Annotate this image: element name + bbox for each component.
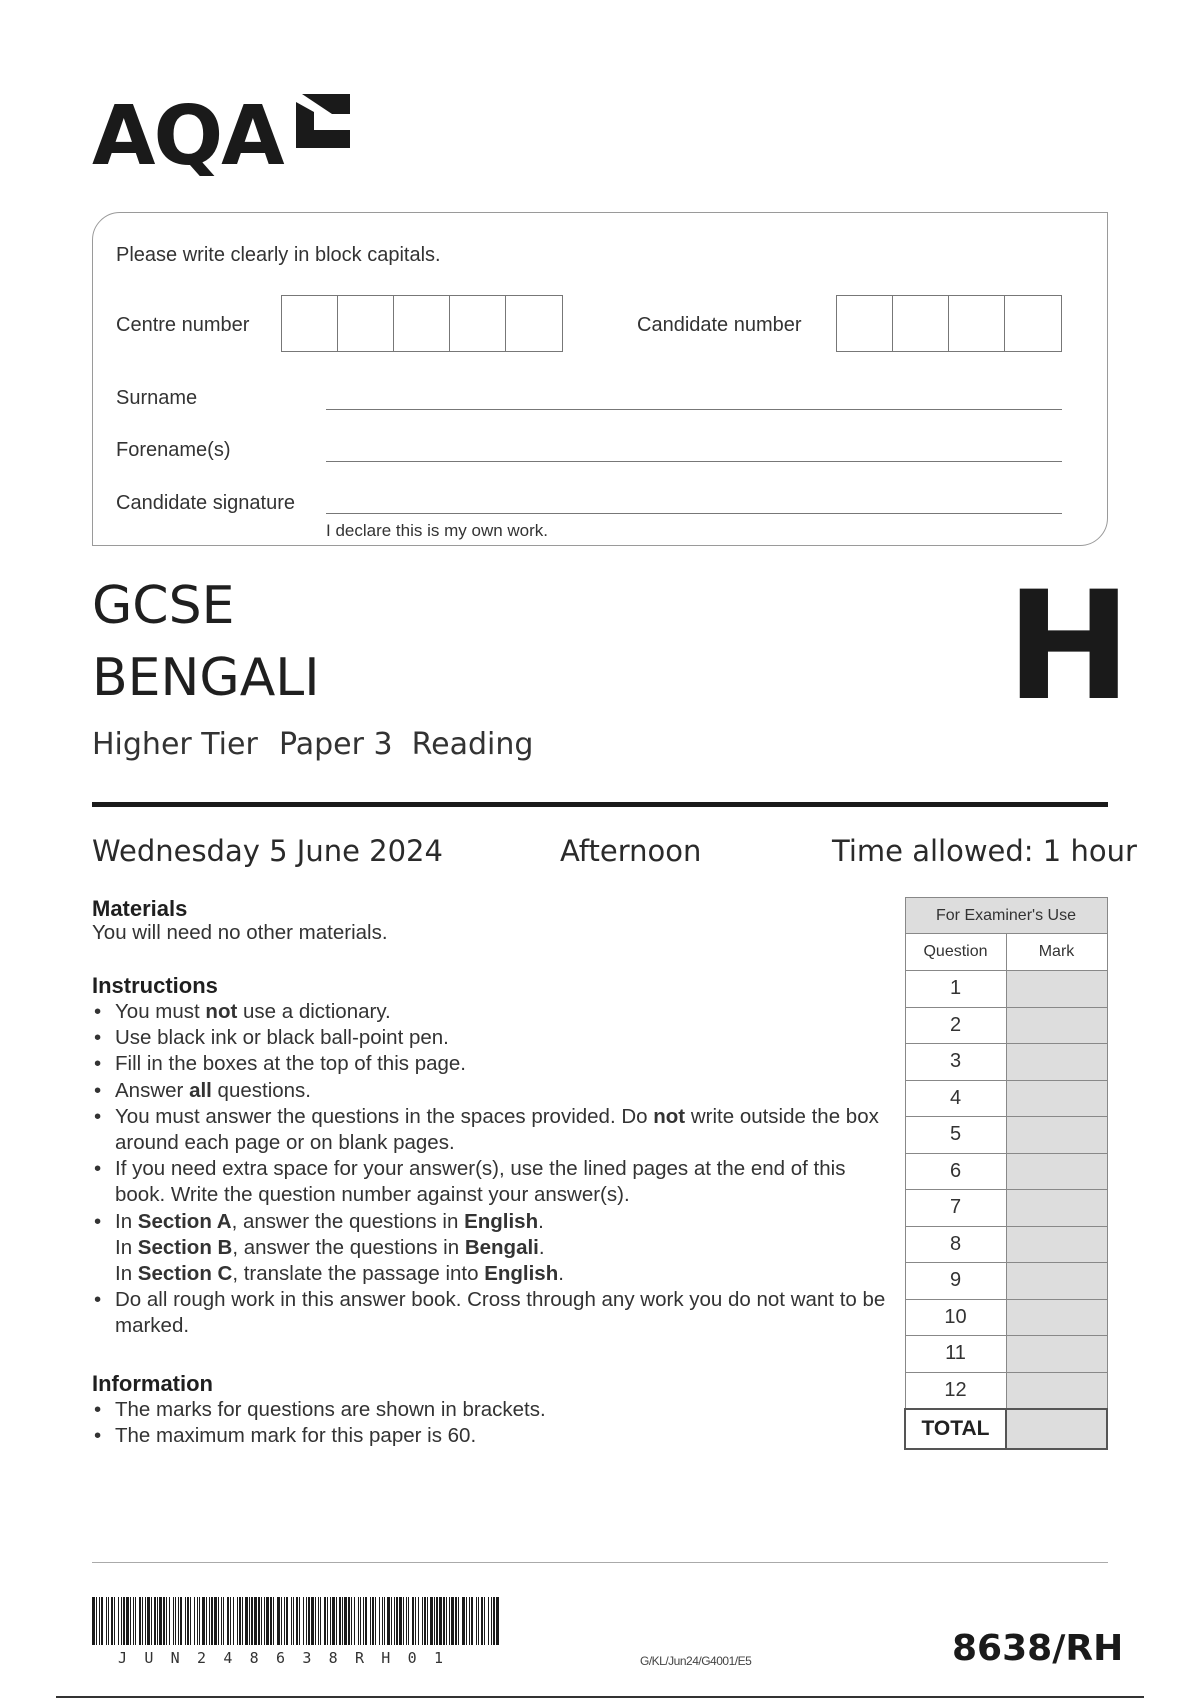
forenames-line[interactable]: [326, 461, 1062, 462]
instruction-emphasis: Section B: [137, 1235, 233, 1259]
instruction-emphasis: not: [653, 1104, 686, 1128]
aqa-logo: [92, 89, 352, 184]
instruction-text: Use black ink or black ball-point pen.: [115, 1026, 449, 1050]
instruction-item: • Answer all questions.: [94, 1078, 312, 1102]
instruction-text: Answer: [115, 1078, 190, 1102]
mark-cell: [1006, 1117, 1107, 1154]
examiner-row: [905, 1336, 1107, 1373]
instruction-emphasis: Section C: [137, 1262, 233, 1286]
instruction-text: In: [115, 1235, 138, 1259]
total-mark-cell: [1006, 1409, 1107, 1449]
question-number: 4: [905, 1080, 1006, 1117]
centre-number-box[interactable]: [282, 296, 338, 351]
instruction-emphasis: not: [205, 1000, 238, 1023]
centre-number-box[interactable]: [506, 296, 562, 351]
instruction-text: , translate the passage into: [232, 1262, 485, 1286]
instruction-text: .: [538, 1209, 544, 1233]
centre-number-box[interactable]: [394, 296, 450, 351]
mark-cell: [1006, 1080, 1107, 1117]
instruction-text: You must: [115, 1000, 206, 1023]
instruction-emphasis: English: [464, 1209, 539, 1233]
instructions-heading: Instructions: [92, 973, 218, 998]
subject-title: BENGALI: [92, 648, 320, 708]
instructions-list: [92, 999, 892, 1340]
instruction-item: • Fill in the boxes at the top of this page.: [94, 1052, 466, 1076]
instruction-text: You must answer the questions in the spaces provided. Do: [115, 1104, 654, 1128]
examiner-row: [905, 1263, 1107, 1300]
instruction-item: • Use black ink or black ball-point pen.: [94, 1026, 449, 1050]
document-reference: G/KL/Jun24/G4001/E5: [640, 1654, 752, 1668]
examiner-row: [905, 1007, 1107, 1044]
instruction-item: • In Section A, answer the questions in English. In Section B, answer the questions in Bengali. In Section C, translate the passage into English.: [94, 1209, 564, 1286]
materials-text: You will need no other materials.: [92, 921, 388, 944]
question-number: 11: [905, 1336, 1006, 1373]
exam-date: Wednesday 5 June 2024: [92, 834, 443, 868]
centre-number-box[interactable]: [338, 296, 394, 351]
question-number: 1: [905, 971, 1006, 1008]
forenames-label: Forename(s): [116, 439, 231, 461]
centre-number-label: Centre number: [116, 314, 250, 336]
tier-name: Higher Tier: [92, 727, 258, 762]
candidate-number-box[interactable]: [893, 296, 949, 351]
instruction-text: .: [558, 1262, 564, 1286]
instruction-item: • You must answer the questions in the spaces provided. Do not write outside the box around each page or on blank pages.: [94, 1104, 879, 1155]
examiners-use-table: [904, 897, 1108, 1450]
candidate-number-label: Candidate number: [637, 314, 802, 336]
instruction-text: use a dictionary.: [237, 1000, 391, 1023]
instruction-text: If you need extra space for your answer(s), use the lined pages at the end of this book. Write the question number against your answer(s).: [115, 1157, 846, 1207]
question-number: 7: [905, 1190, 1006, 1227]
mark-cell: [1006, 1299, 1107, 1336]
candidate-number-box[interactable]: [949, 296, 1005, 351]
instruction-text: write outside the box around each page or on blank pages.: [115, 1104, 879, 1155]
candidate-number-box[interactable]: [837, 296, 893, 351]
instruction-text: .: [538, 1235, 545, 1259]
examiner-row: [905, 1080, 1107, 1117]
mark-cell: [1006, 971, 1107, 1008]
paper-code: 8638/RH: [952, 1628, 1124, 1669]
instruction-text: questions.: [211, 1078, 312, 1102]
instruction-emphasis: Bengali: [464, 1235, 539, 1259]
signature-line[interactable]: [326, 513, 1062, 514]
block-capitals-instruction: Please write clearly in block capitals.: [116, 244, 441, 266]
information-heading: Information: [92, 1371, 213, 1396]
question-column-header: Question: [905, 934, 1006, 971]
barcode-bar: [499, 1597, 500, 1645]
page-bottom-rule: [56, 1696, 1144, 1698]
instruction-text: , answer the questions in: [231, 1209, 465, 1233]
signature-label: Candidate signature: [116, 492, 296, 514]
examiner-row: [905, 1153, 1107, 1190]
candidate-number-boxes[interactable]: [836, 295, 1062, 352]
centre-number-box[interactable]: [450, 296, 506, 351]
candidate-number-box[interactable]: [1005, 296, 1061, 351]
paper-name: Paper 3 Reading: [279, 727, 534, 762]
instruction-text: In: [115, 1209, 138, 1233]
question-number: 5: [905, 1117, 1006, 1154]
question-number: 2: [905, 1007, 1006, 1044]
tier-letter: H: [1006, 560, 1132, 734]
information-list: [92, 1397, 892, 1449]
mark-cell: [1006, 1372, 1107, 1409]
surname-label: Surname: [116, 387, 198, 409]
mark-cell: [1006, 1336, 1107, 1373]
qualification-title: GCSE: [92, 576, 235, 636]
surname-line[interactable]: [326, 409, 1062, 410]
instruction-item: • If you need extra space for your answer(s), use the lined pages at the end of this book. Write the question number against your answer(s).: [94, 1157, 846, 1207]
total-label: TOTAL: [905, 1409, 1006, 1449]
examiners-use-title: For Examiner's Use: [905, 898, 1107, 934]
exam-session: Afternoon: [560, 834, 702, 868]
question-number: 8: [905, 1226, 1006, 1263]
question-number: 6: [905, 1153, 1006, 1190]
instruction-emphasis: English: [484, 1262, 559, 1286]
question-number: 9: [905, 1263, 1006, 1300]
question-number: 12: [905, 1372, 1006, 1409]
mark-cell: [1006, 1153, 1107, 1190]
instruction-text: In: [115, 1262, 138, 1286]
examiner-row: [905, 971, 1107, 1008]
information-item: • The marks for questions are shown in brackets.: [94, 1398, 546, 1421]
examiner-row: [905, 1372, 1107, 1409]
materials-heading: Materials: [92, 896, 188, 921]
examiner-row: [905, 1117, 1107, 1154]
instruction-text: , answer the questions in: [232, 1235, 465, 1259]
aqa-logo-mark-icon: [292, 92, 352, 152]
mark-cell: [1006, 1190, 1107, 1227]
mark-cell: [1006, 1044, 1107, 1081]
aqa-logo-text: AQA: [92, 89, 283, 184]
mark-cell: [1006, 1226, 1107, 1263]
examiner-row: [905, 1044, 1107, 1081]
examiner-row: [905, 1299, 1107, 1336]
mark-cell: [1006, 1007, 1107, 1044]
time-allowed: Time allowed: 1 hour: [832, 834, 1137, 868]
instruction-emphasis: all: [189, 1078, 212, 1102]
information-item: • The maximum mark for this paper is 60.: [94, 1424, 477, 1448]
barcode: [92, 1597, 502, 1645]
barcode-text: JUN248638RH01: [118, 1649, 461, 1667]
instruction-text: Fill in the boxes at the top of this page.: [115, 1052, 466, 1076]
instruction-item: • You must not use a dictionary.: [94, 1000, 391, 1023]
mark-column-header: Mark: [1006, 934, 1107, 971]
centre-number-boxes[interactable]: [281, 295, 563, 352]
examiner-row: [905, 1190, 1107, 1227]
title-divider: [92, 802, 1108, 807]
footer-divider: [92, 1562, 1108, 1563]
examiner-row: [905, 1226, 1107, 1263]
instruction-text: Do all rough work in this answer book. Cross through any work you do not want to be marked.: [115, 1288, 886, 1338]
mark-cell: [1006, 1263, 1107, 1300]
question-number: 10: [905, 1299, 1006, 1336]
instruction-emphasis: Section A: [137, 1209, 232, 1233]
declaration-text: I declare this is my own work.: [326, 521, 549, 540]
instruction-item: • Do all rough work in this answer book. Cross through any work you do not want to be marked.: [94, 1288, 886, 1338]
question-number: 3: [905, 1044, 1006, 1081]
